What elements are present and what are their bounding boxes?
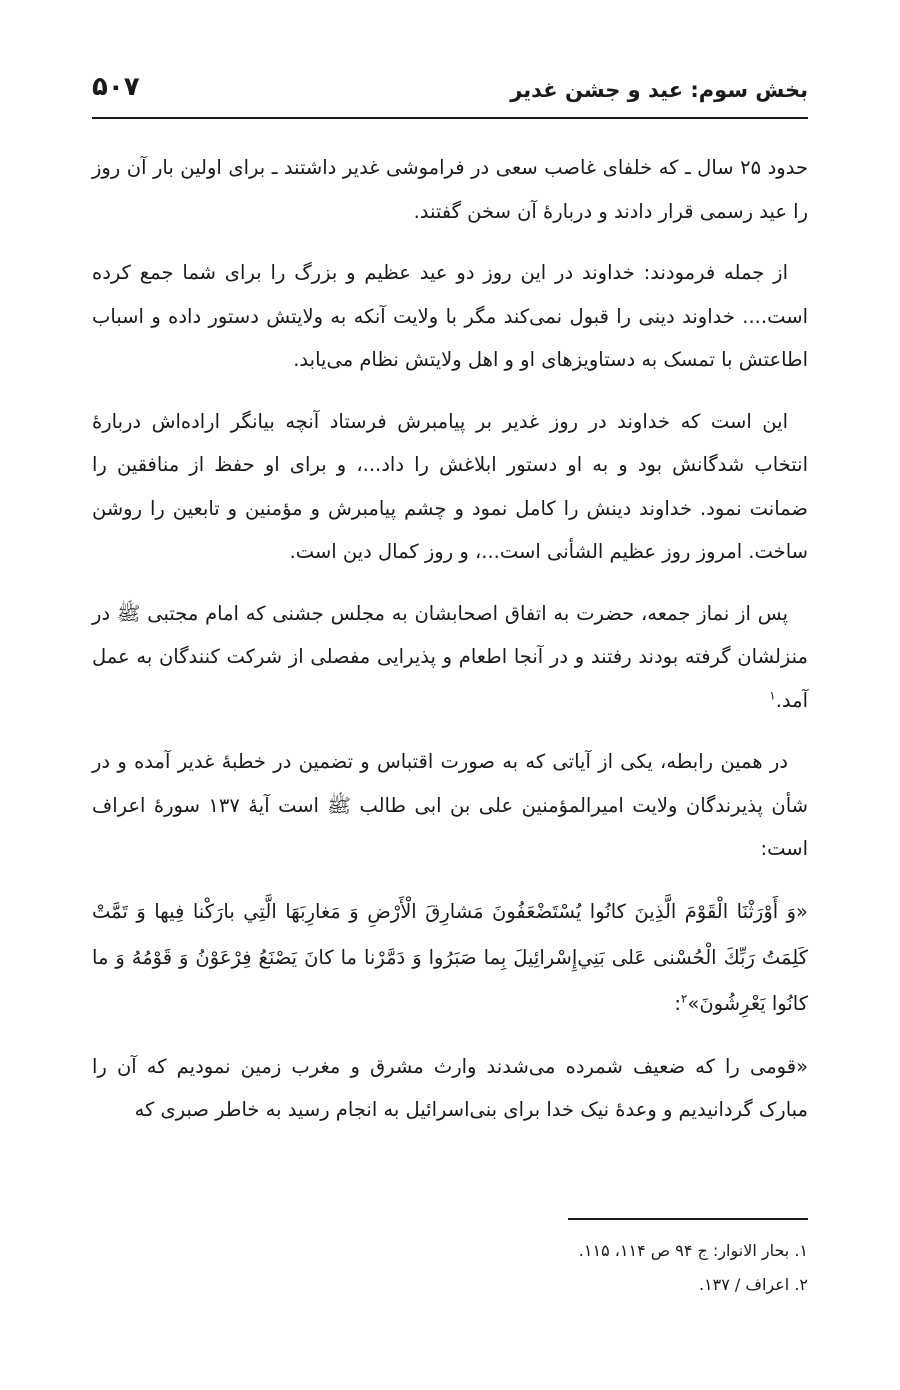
paragraph-5: در همین رابطه، یکی از آیاتی که به صورت اقتباس و تضمین در خطبهٔ غدیر آمده و در شأن پذیرندگان ولایت امیرالمؤمنین علی بن ابی طالب ﷺ است آیهٔ ۱۳۷ سورهٔ اعراف است:	[92, 750, 809, 860]
footnote-2: ۲. اعراف / ۱۳۷.	[698, 1275, 808, 1294]
paragraph-4: پس از نماز جمعه، حضرت به اتفاق اصحابشان به مجلس جشنی که امام مجتبی ﷺ در منزلشان گرفته بودند رفتند و در آنجا اطعام و پذیرایی مفصلی از شرکت کنندگان به عمل آمد.$^۱$	[92, 601, 808, 712]
book-page	[92, 0, 808, 1390]
quran-verse: «وَ أَوْرَثْنَا الْقَوْمَ الَّذِينَ كانُوا يُسْتَضْعَفُونَ مَشارِقَ الْأَرْضِ وَ مَغارِبَهَا الَّتِي بارَكْنا فِيها وَ تَمَّتْ كَلِمَتُ رَبِّكَ الْحُسْنى عَلى بَنِي‌إِسْرائِيلَ بِما صَبَرُوا وَ دَمَّرْنا ما كانَ يَصْنَعُ فِرْعَوْنُ وَ قَوْمُهُ وَ ما كانُوا يَعْرِشُونَ»$^۲$:	[92, 899, 808, 1015]
footnote-rule	[568, 1218, 808, 1220]
paragraph-1: حدود ۲۵ سال ـ که خلفای غاصب سعی در فراموشی غدیر داشتند ـ برای اولین بار آن روز را عید رسمی قرار دادند و دربارهٔ آن سخن گفتند.	[92, 156, 808, 223]
page-number: ۵۰۷	[92, 72, 140, 102]
footnote-ref-2: ۲	[680, 991, 688, 1005]
paragraph-2: از جمله فرمودند: خداوند در این روز دو عید عظیم و بزرگ را برای شما جمع کرده است.... خداوند دینی را قبول نمی‌کند مگر با ولایت آنکه به ولایتش دستور داده و اسباب اطاعتش با تمسک به دستاویزهای او و اهل ولایتش نظام می‌یابد.	[92, 261, 808, 371]
footnote-ref-1: ۱	[769, 688, 776, 702]
body-text	[92, 146, 808, 1150]
footnote-1: ۱. بحار الانوار: ج ۹۴ ص ۱۱۴، ۱۱۵.	[578, 1241, 808, 1260]
footnotes	[92, 1234, 808, 1302]
paragraph-3: این است که خداوند در روز غدیر بر پیامبرش فرستاد آنچه بیانگر اراده‌اش دربارهٔ انتخاب شدگانش بود و به او دستور ابلاغش را داد...، و برای او حفظ از منافقین را ضمانت نمود. خداوند دینش را کامل نمود و چشم پیامبرش و مؤمنین و تابعین را روشن ساخت. امروز روز عظیم الشأنی است...، و روز کمال دین است.	[92, 409, 808, 563]
running-title: بخش سوم: عید و جشن غدیر	[510, 78, 808, 102]
verse-tail: :	[674, 991, 681, 1015]
header-rule	[92, 117, 808, 119]
page-header	[92, 70, 808, 110]
verse-translation: «قومی را که ضعیف شمرده می‌شدند وارث مشرق و مغرب زمین نمودیم که آن را مبارک گردانیدیم و وعدهٔ نیک خدا برای بنی‌اسرائیل به انجام رسید به خاطر صبری که	[92, 1054, 808, 1121]
